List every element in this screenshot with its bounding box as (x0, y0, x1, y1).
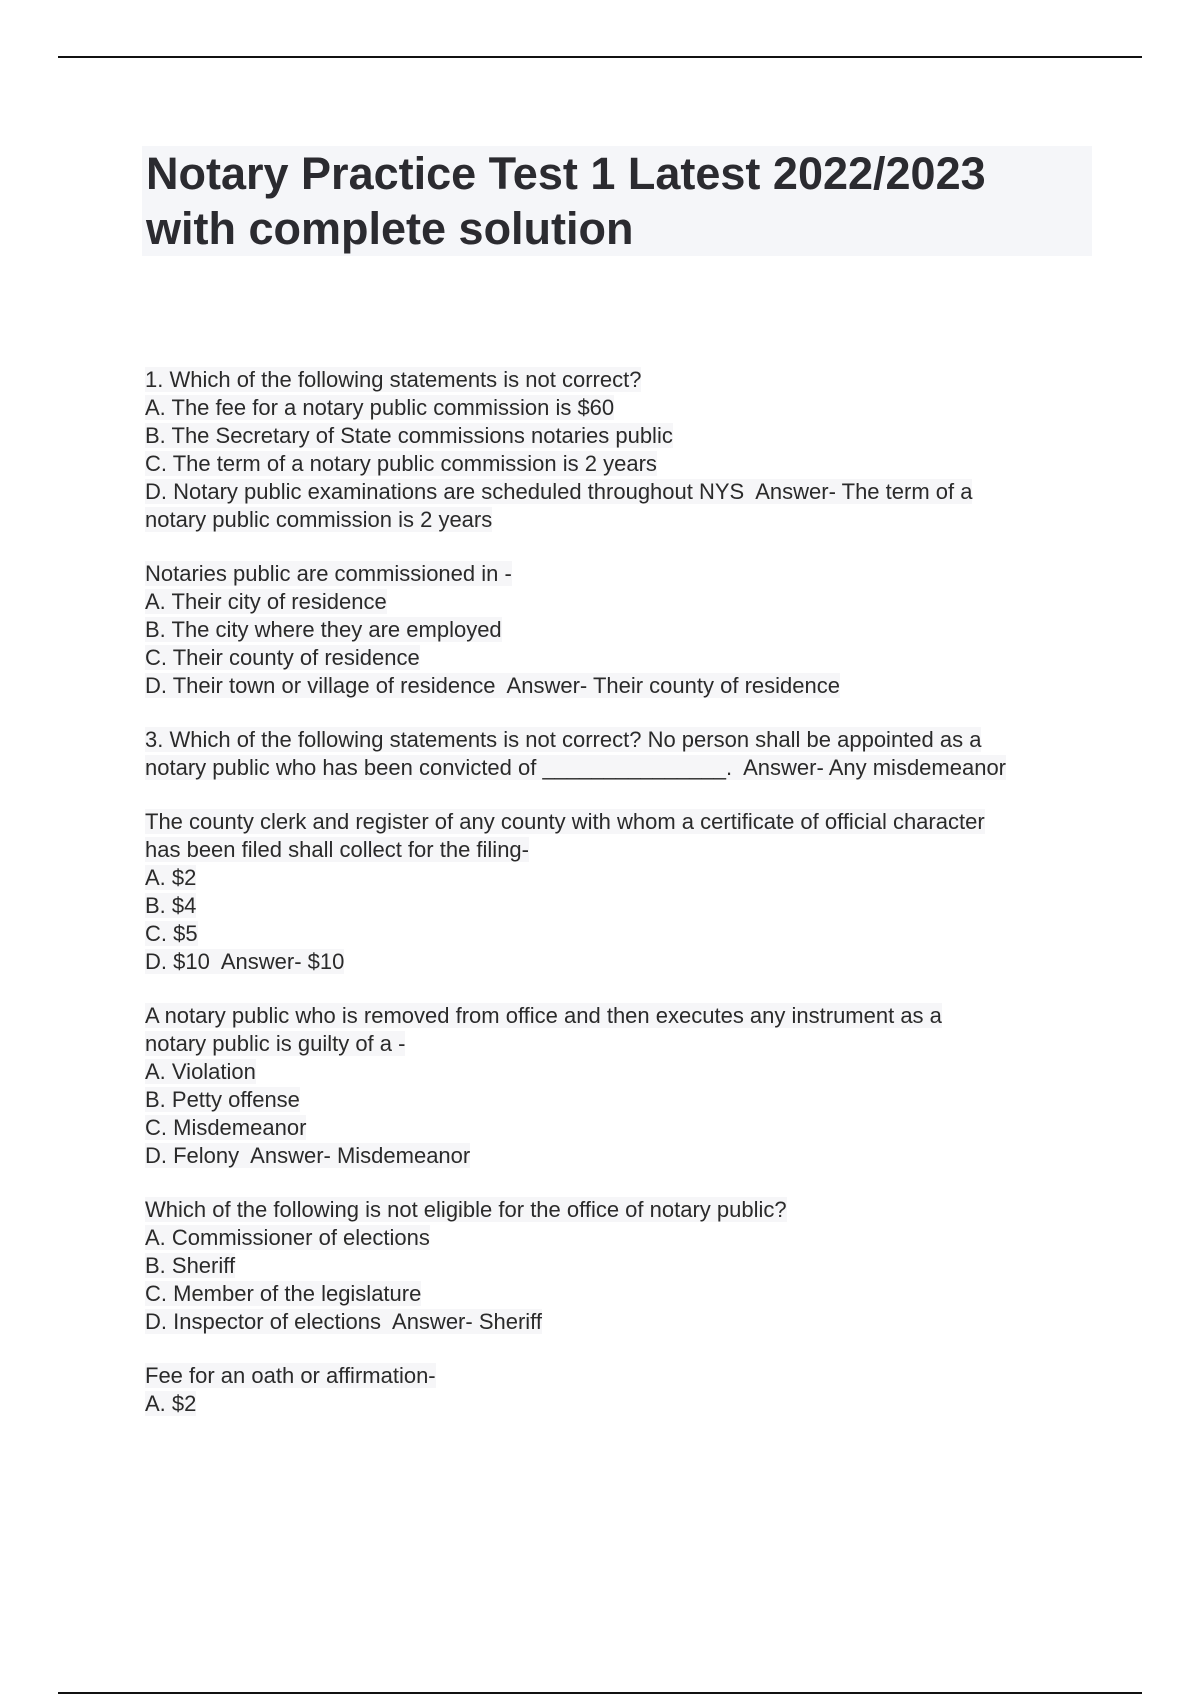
option-answer-line: D. Inspector of elections Answer- Sheriff (145, 1309, 542, 1334)
question-block (145, 1002, 1095, 1170)
option-answer-line: D. $10 Answer- $10 (145, 949, 345, 974)
option-line: A. Their city of residence (145, 589, 387, 614)
question-block (145, 1196, 1095, 1336)
title-line-1: Notary Practice Test 1 Latest 2022/2023 (146, 148, 986, 199)
option-line: A. $2 (145, 865, 197, 890)
question-block (145, 366, 1095, 534)
question-line: The county clerk and register of any county with whom a certificate of official character (145, 809, 985, 834)
question-block (145, 560, 1095, 700)
question-block (145, 808, 1095, 976)
page-title (146, 146, 1086, 256)
question-line: 3. Which of the following statements is not correct? No person shall be appointed as a (145, 727, 982, 752)
question-answer-line: notary public who has been convicted of _______________. Answer- Any misdemeanor (145, 755, 1007, 780)
title-line-2: with complete solution (146, 203, 634, 254)
option-line: A. Violation (145, 1059, 256, 1084)
question-line: Which of the following is not eligible for the office of notary public? (145, 1197, 787, 1222)
option-line: C. Misdemeanor (145, 1115, 307, 1140)
option-answer-line: D. Notary public examinations are scheduled throughout NYS Answer- The term of a (145, 479, 973, 504)
option-line: C. Their county of residence (145, 645, 420, 670)
option-line: B. $4 (145, 893, 197, 918)
option-answer-line: D. Felony Answer- Misdemeanor (145, 1143, 471, 1168)
question-line: Fee for an oath or affirmation- (145, 1363, 436, 1388)
option-line: B. The Secretary of State commissions notaries public (145, 423, 673, 448)
question-list (145, 366, 1095, 1444)
question-line: Notaries public are commissioned in - (145, 561, 512, 586)
top-rule (58, 56, 1142, 58)
option-line: B. Petty offense (145, 1087, 300, 1112)
option-line: A. Commissioner of elections (145, 1225, 430, 1250)
option-line: A. $2 (145, 1391, 197, 1416)
question-line: A notary public who is removed from office and then executes any instrument as a (145, 1003, 942, 1028)
option-line: A. The fee for a notary public commission is $60 (145, 395, 615, 420)
option-line: B. The city where they are employed (145, 617, 502, 642)
option-line: C. $5 (145, 921, 198, 946)
bottom-rule (58, 1692, 1142, 1694)
question-block (145, 1362, 1095, 1418)
question-line: notary public is guilty of a - (145, 1031, 406, 1056)
answer-continuation-line: notary public commission is 2 years (145, 507, 493, 532)
question-line: has been filed shall collect for the filing- (145, 837, 529, 862)
option-line: B. Sheriff (145, 1253, 236, 1278)
question-block (145, 726, 1095, 782)
option-answer-line: D. Their town or village of residence Answer- Their county of residence (145, 673, 840, 698)
option-line: C. Member of the legislature (145, 1281, 422, 1306)
question-line: 1. Which of the following statements is not correct? (145, 367, 642, 392)
option-line: C. The term of a notary public commission is 2 years (145, 451, 657, 476)
